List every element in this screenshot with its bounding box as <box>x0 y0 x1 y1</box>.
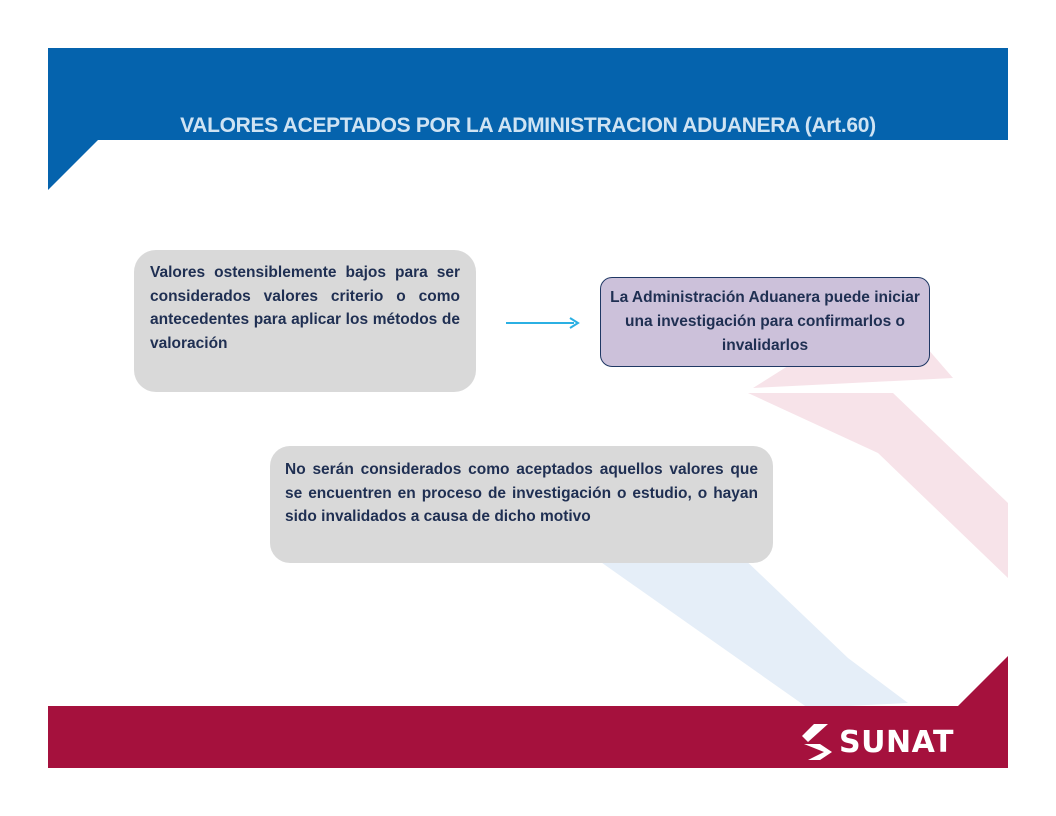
slide <box>48 48 1008 768</box>
slide-title: VALORES ACEPTADOS POR LA ADMINISTRACION ADUANERA (Art.60) <box>180 114 876 137</box>
not-accepted-box: No serán considerados como aceptados aquellos valores que se encuentren en proceso de investigación o estudio, o hayan sido invalidados a causa de dicho motivo <box>270 446 773 563</box>
sunat-s-icon <box>800 722 836 762</box>
investigation-box: La Administración Aduanera puede iniciar una investigación para confirmarlos o invalidarlos <box>600 277 930 367</box>
low-values-box: Valores ostensiblemente bajos para ser considerados valores criterio o como antecedentes para aplicar los métodos de valoración <box>134 250 476 392</box>
sunat-logo <box>800 720 960 764</box>
arrow-right-icon <box>504 315 584 331</box>
sunat-logo-text: SUNAT <box>839 724 954 760</box>
